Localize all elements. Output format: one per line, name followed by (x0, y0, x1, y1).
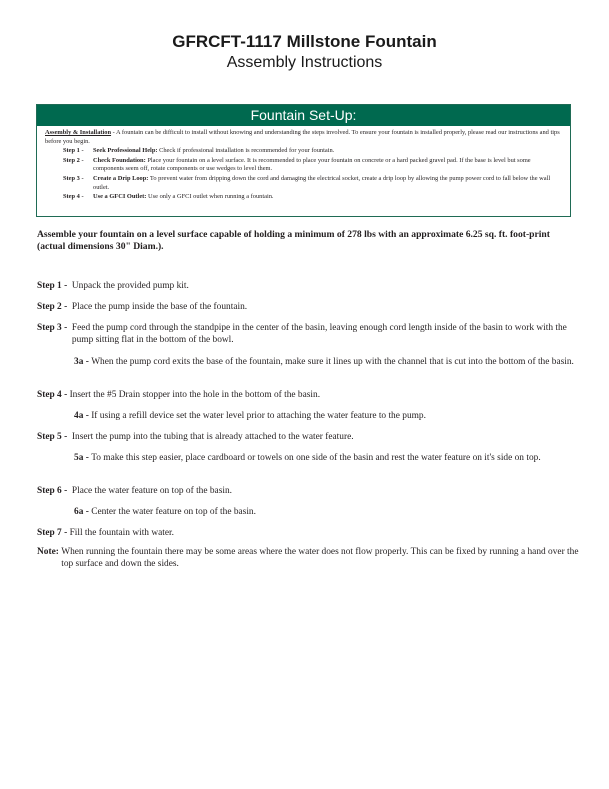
setup-item (63, 193, 562, 202)
step-4a (74, 410, 574, 422)
step-4 (37, 389, 582, 401)
step-text: Insert the #5 Drain stopper into the hole in the bottom of the basin. (69, 390, 321, 400)
step-text: Unpack the provided pump kit. (71, 281, 189, 291)
setup-intro-text: - A fountain can be difficult to install without knowing and understanding the steps involved. To ensure your fountain is installed properly, please read our instructions and tips before you begin. (45, 129, 560, 145)
step-text: If using a refill device set the water level prior to attaching the water feature to the pump. (91, 411, 426, 421)
setup-item (63, 157, 562, 174)
setup-item-label: Check Foundation: (93, 156, 146, 164)
step-label: Step 3 - (37, 323, 72, 333)
step-text: Place the water feature on top of the basin. (71, 486, 232, 496)
step-7 (37, 527, 582, 539)
step-label: Step 4 - (37, 390, 70, 400)
step-6a (74, 506, 574, 518)
step-text: Insert the pump into the tubing that is already attached to the water feature. (71, 432, 354, 442)
setup-item (63, 147, 562, 156)
note (37, 546, 582, 570)
setup-item-label: Use a GFCI Outlet: (93, 193, 147, 201)
setup-intro-label: Assembly & Installation (45, 129, 112, 136)
step-label: Step 7 - (37, 528, 70, 538)
step-5 (37, 431, 582, 443)
step-text: Fill the fountain with water. (69, 528, 174, 538)
setup-item-text: Check if professional installation is recommended for your fountain. (157, 147, 335, 155)
setup-item-number: Step 4 - (63, 193, 84, 201)
setup-item-text: To prevent water from dripping down the cord and damaging the electrical socket, create a drip loop by allowing the pump power cord to fall below the wall outlet. (93, 174, 551, 191)
note-label: Note: (37, 547, 62, 557)
step-label: 5a - (74, 453, 92, 463)
setup-box-body (37, 126, 570, 202)
setup-item-text: Use only a GFCI outlet when running a fountain. (146, 193, 274, 201)
step-3a (74, 356, 574, 368)
step-text: Place the pump inside the base of the fountain. (71, 302, 248, 312)
step-label: Step 6 - (37, 486, 72, 496)
step-text: To make this step easier, place cardboard or towels on one side of the basin and rest the water feature on it's side on top. (91, 453, 541, 463)
setup-intro (45, 129, 562, 146)
step-6 (37, 485, 582, 497)
step-3 (37, 322, 582, 346)
step-label: 3a - (74, 357, 92, 367)
step-text: Feed the pump cord through the standpipe in the center of the basin, leaving enough cord length inside of the basin to work with the pump sitting flat in the bottom of the bowl. (71, 323, 567, 345)
setup-item-number: Step 2 - (63, 156, 84, 164)
capacity-note: Assemble your fountain on a level surface capable of holding a minimum of 278 lbs with an approximate 6.25 sq. ft. foot-print (actual dimensions 30" Diam.). (37, 229, 550, 252)
document-subtitle: Assembly Instructions (226, 54, 383, 71)
step-label: Step 1 - (37, 281, 72, 291)
step-label: 4a - (74, 411, 92, 421)
note-text: When running the fountain there may be some areas where the water does not flow properly. This can be fixed by running a hand over the top surface and down the sides. (61, 547, 579, 569)
setup-item-label: Create a Drip Loop: (93, 174, 149, 182)
setup-item-text: Place your fountain on a level surface. It is recommended to place your fountain on concrete or a hard packed gravel pad. If the base is level but some components seem off, rotate components or use wedges to level them. (93, 156, 531, 173)
setup-item-number: Step 1 - (63, 147, 84, 155)
step-label: Step 5 - (37, 432, 72, 442)
step-label: Step 2 - (37, 302, 72, 312)
setup-box (36, 104, 571, 217)
step-label: 6a - (74, 507, 92, 517)
setup-item (63, 175, 562, 192)
step-5a (74, 452, 574, 464)
step-text: When the pump cord exits the base of the fountain, make sure it lines up with the channel that is cut into the bottom of the basin. (91, 357, 574, 367)
step-2 (37, 301, 582, 313)
step-text: Center the water feature on top of the basin. (91, 507, 256, 517)
setup-item-label: Seek Professional Help: (93, 147, 158, 155)
document-title: GFRCFT-1117 Millstone Fountain (172, 32, 437, 51)
setup-box-heading: Fountain Set-Up: (37, 105, 570, 126)
step-1 (37, 280, 582, 292)
setup-item-number: Step 3 - (63, 174, 84, 182)
